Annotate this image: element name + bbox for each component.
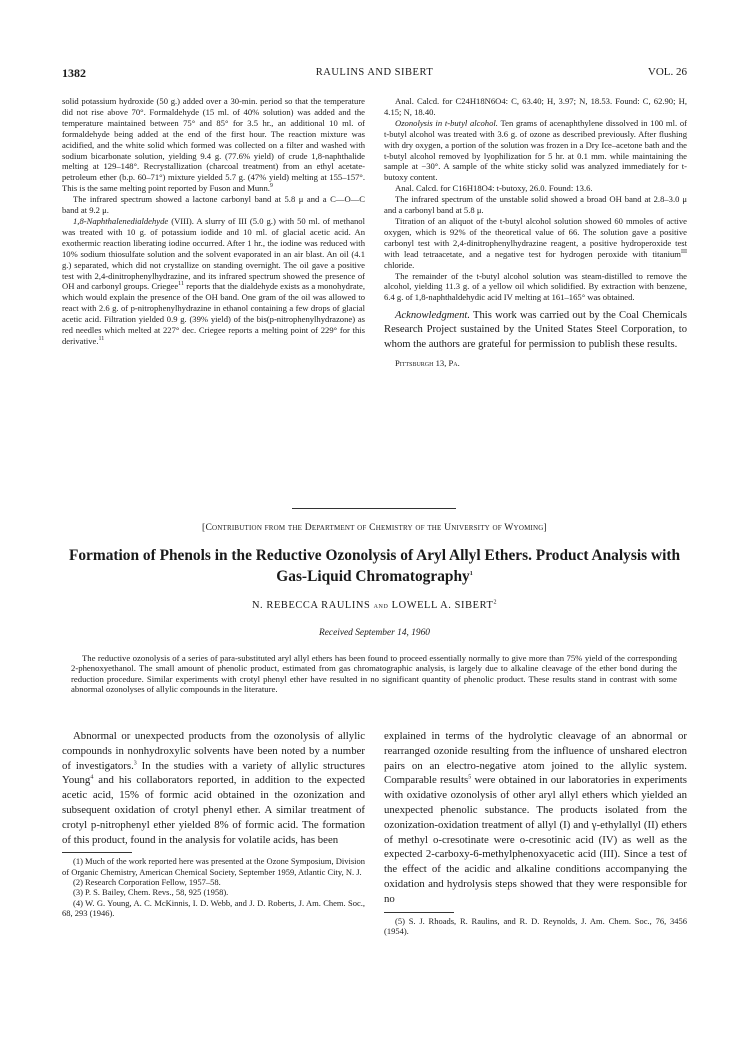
footnote-ref: 11 [178,281,184,288]
author-line: N. REBECCA RAULINS and LOWELL A. SIBERT$^2$ [251,599,498,611]
footnote: (1) Much of the work reported here was presented at the Ozone Symposium, Division of Organic Chemistry, American Chemical Society, September 1959, Atlantic City, N. J. [62,856,365,877]
footnote-rule [62,852,132,853]
infrared-paragraph: The infrared spectrum showed a lactone carbonyl band at 5.8 μ and a C—O—C band at 9.2 μ. [62,194,365,216]
contribution-line: [Contribution from the Department of Chemistry of the University of Wyoming] [202,522,547,533]
naphthalide-paragraph: solid potassium hydroxide (50 g.) added over a 30-min. period so that the temperature did not rise above 70°. Formaldehyde (15 ml. of 40% solution) was added and the temperature maintained between 75° and 85° for 3.5 hr., an additional 10 ml. of formaldehyde being added at the end of the first hour. The reaction mixture was acidified, and the white solid which formed was collected on a filter and washed with sodium bicarbonate solution, yielding 9.4 g. (77.6% yield) of crude 1,8-naphthalide melting at 129–148°. Recrystallization (charcoal treatment) from an ethyl acetate-petroleum ether (b.p. 60–71°) mixture yielded 5.7 g. (47% yield) melting at 155–157°. This is the same melting point reported by Fuson and Munn.$^9$ [62,96,365,194]
distillation-paragraph: The remainder of the t-butyl alcohol solution was steam-distilled to remove the alcohol, yielding 11.3 g. of a yellow oil which solidified. By extraction with benzene, 6.4 g. of 1,8-naphthaldehydic acid IV melting at 161–165° was obtained. [384,270,687,303]
section-divider [292,508,456,509]
analysis-line: Anal. Calcd. for C16H18O4: t-butoxy, 26.0. Found: 13.6. [395,183,593,194]
intro-paragraph-continued: explained in terms of the hydrolytic cleavage of an abnormal or rearranged ozonide resulting from the influence of unshared electron pairs on an electro-negative atom joined to the allylic system. Comparable results$^5$ were obtained in our laboratories in experiments with oxidative ozonolysis of other aryl allyl ethers which yielded an unexpected phenolic substance. The products isolated from the ozonization-oxidation treatment of allyl (I) and γ-ethylallyl (II) ethers of methyl o-cresotinate were o-cresotinic acid (IV) as well as the expected 2-carboxy-6-methylphenoxyacetic acid (III). Since a test of the effect of the acidic and alkaline conditions accompanying the oxidation and hydrolysis steps showed that they were responsible for no [384,730,687,905]
experimental-column-right [384,96,687,369]
volume-label: VOL. 26 [647,66,687,78]
footnotes [384,916,687,937]
footnote-ref: 2 [493,599,498,606]
affiliation-place: Pittsburgh 13, Pa. [395,357,460,368]
compound-heading: 1,8-Naphthalenedialdehyde [73,215,169,226]
titration-paragraph: Titration of an aliquot of the t-butyl alcohol solution showed 60 mmoles of active oxygen, which is 92% of the theoretical value of 66. The solution gave a positive carbonyl test with 2,4-dinitrophenylhydrazine reagent, a positive hydroperoxide test with lead tetraacetate, and a negative test for hydrogen peroxide with titanium$^{III}$ chloride. [384,215,687,270]
article-title: Formation of Phenols in the Reductive Ozonolysis of Aryl Allyl Ethers. Product Analysis with Gas-Liquid Chromatography$^1$ [68,547,681,585]
author-name: LOWELL A. SIBERT [391,600,494,611]
intro-paragraph: Abnormal or unexpected products from the ozonolysis of allylic compounds in nonhydroxylic solvents have been noted by a number of investigators.$^3$ In the studies with a variety of allylic structures Young$^4$ and his collaborators reported, in addition to the expected acetic acid, 15% of formic acid obtained in the ozonization and subsequent oxidation of crotyl phenyl ether. A similar treatment of crotyl p-nitrophenyl ether yielded 8% of formic acid. The formation of this product, found in the analysis for volatile acids, has been [62,730,365,846]
abstract: The reductive ozonolysis of a series of para-substituted aryl allyl ethers has been found to proceed essentially normally to give more than 75% yield of the corresponding 2-phenoxyethanol. The small amount of phenolic product, estimated from gas chromatographic analysis, is largely due to alkaline cleavage of the ether bond during the reduction procedure. Similar experiments with crotyl phenyl ether have resulted in no significant quantity of phenolic product. These results stand in contrast with some abnormal ozonolyses of allylic compounds in the literature. [71,653,677,695]
journal-page [62,0,687,1053]
analysis-line: Anal. Calcd. for C24H18N6O4: C, 63.40; H, 3.97; N, 18.53. Found: C, 62.90; H, 4.15; N, 18.40. [384,96,687,117]
received-date: Received September 14, 1960 [319,628,430,638]
footnote-rule [384,912,454,913]
body-column-right [384,729,687,936]
infrared-paragraph: The infrared spectrum of the unstable solid showed a broad OH band at 2.8–3.0 μ and a carbonyl band at 5.8 μ. [384,194,687,216]
experimental-column-left [62,96,365,347]
running-title: RAULINS AND SIBERT [315,67,434,78]
page-header [62,66,687,82]
page-number: 1382 [62,66,86,80]
author-name: N. REBECCA RAULINS [251,600,371,611]
section-heading: Ozonolysis in t-butyl alcohol. [395,117,498,128]
footnote: (2) Research Corporation Fellow, 1957–58. [73,876,221,887]
footnotes [62,856,365,918]
body-column-left [62,729,365,918]
footnote-ref: 1 [469,570,473,577]
ozonolysis-paragraph: Ozonolysis in t-butyl alcohol. Ten grams of acenaphthylene dissolved in 100 ml. of t-butyl alcohol was treated with 3.6 g. of ozone as described previously. After flushing with dry oxygen, a portion of the solution was frozen in a Dry Ice–acetone bath and the t-butyl alcohol removed by lyophilization for 5 hr. at 0.1 mm. while maintaining the sample at −30°. A sample of the white sticky solid was analyzed immediately for t-butoxy content. [384,117,687,183]
footnote-ref: 11 [98,336,105,343]
footnote: (4) W. G. Young, A. C. McKinnis, I. D. Webb, and J. D. Roberts, J. Am. Chem. Soc., 68, 293 (1946). [62,897,365,918]
footnote-ref: 9 [269,183,273,190]
footnote: (3) P. S. Bailey, Chem. Revs., 58, 925 (1958). [73,887,229,898]
acknowledgment: Acknowledgment. This work was carried out by the Coal Chemicals Research Project sustained by the United States Steel Corporation, to whom the authors are grateful for permission to publish these results. [384,310,687,350]
dialdehyde-paragraph: 1,8-Naphthalenedialdehyde (VIII). A slurry of III (5.0 g.) with 50 ml. of methanol was treated with 10 g. of potassium iodide and 10 ml. of glacial acetic acid. An exothermic reaction liberating iodine occurred. After 1 hr., the iodine was reduced with 10% sodium thiosulfate solution and the solvent evaporated in an air blast. An oil (4.1 g.) separated, which did not crystallize on standing overnight. The oil gave a positive test with 2,4-dinitrophenylhydrazine, and its infrared spectrum showed the presence of OH and carbonyl groups. Criegee$^{11}$ reports that the dialdehyde exists as a monohydrate, which would explain the presence of the OH band. One gram of the oil was allowed to react with 2.6 g. of p-nitrophenylhydrazine in ethanol containing a few drops of glacial acetic acid. Filtration yielded 0.9 g. (39% yield) of the bis(p-nitrophenylhydrazone) as red needles which melted at 227° dec. Criegee reports a melting point of 229° for this derivative.$^{11}$ [62,215,365,346]
footnote: (5) S. J. Rhoads, R. Raulins, and R. D. Reynolds, J. Am. Chem. Soc., 76, 3456 (1954). [384,915,687,936]
